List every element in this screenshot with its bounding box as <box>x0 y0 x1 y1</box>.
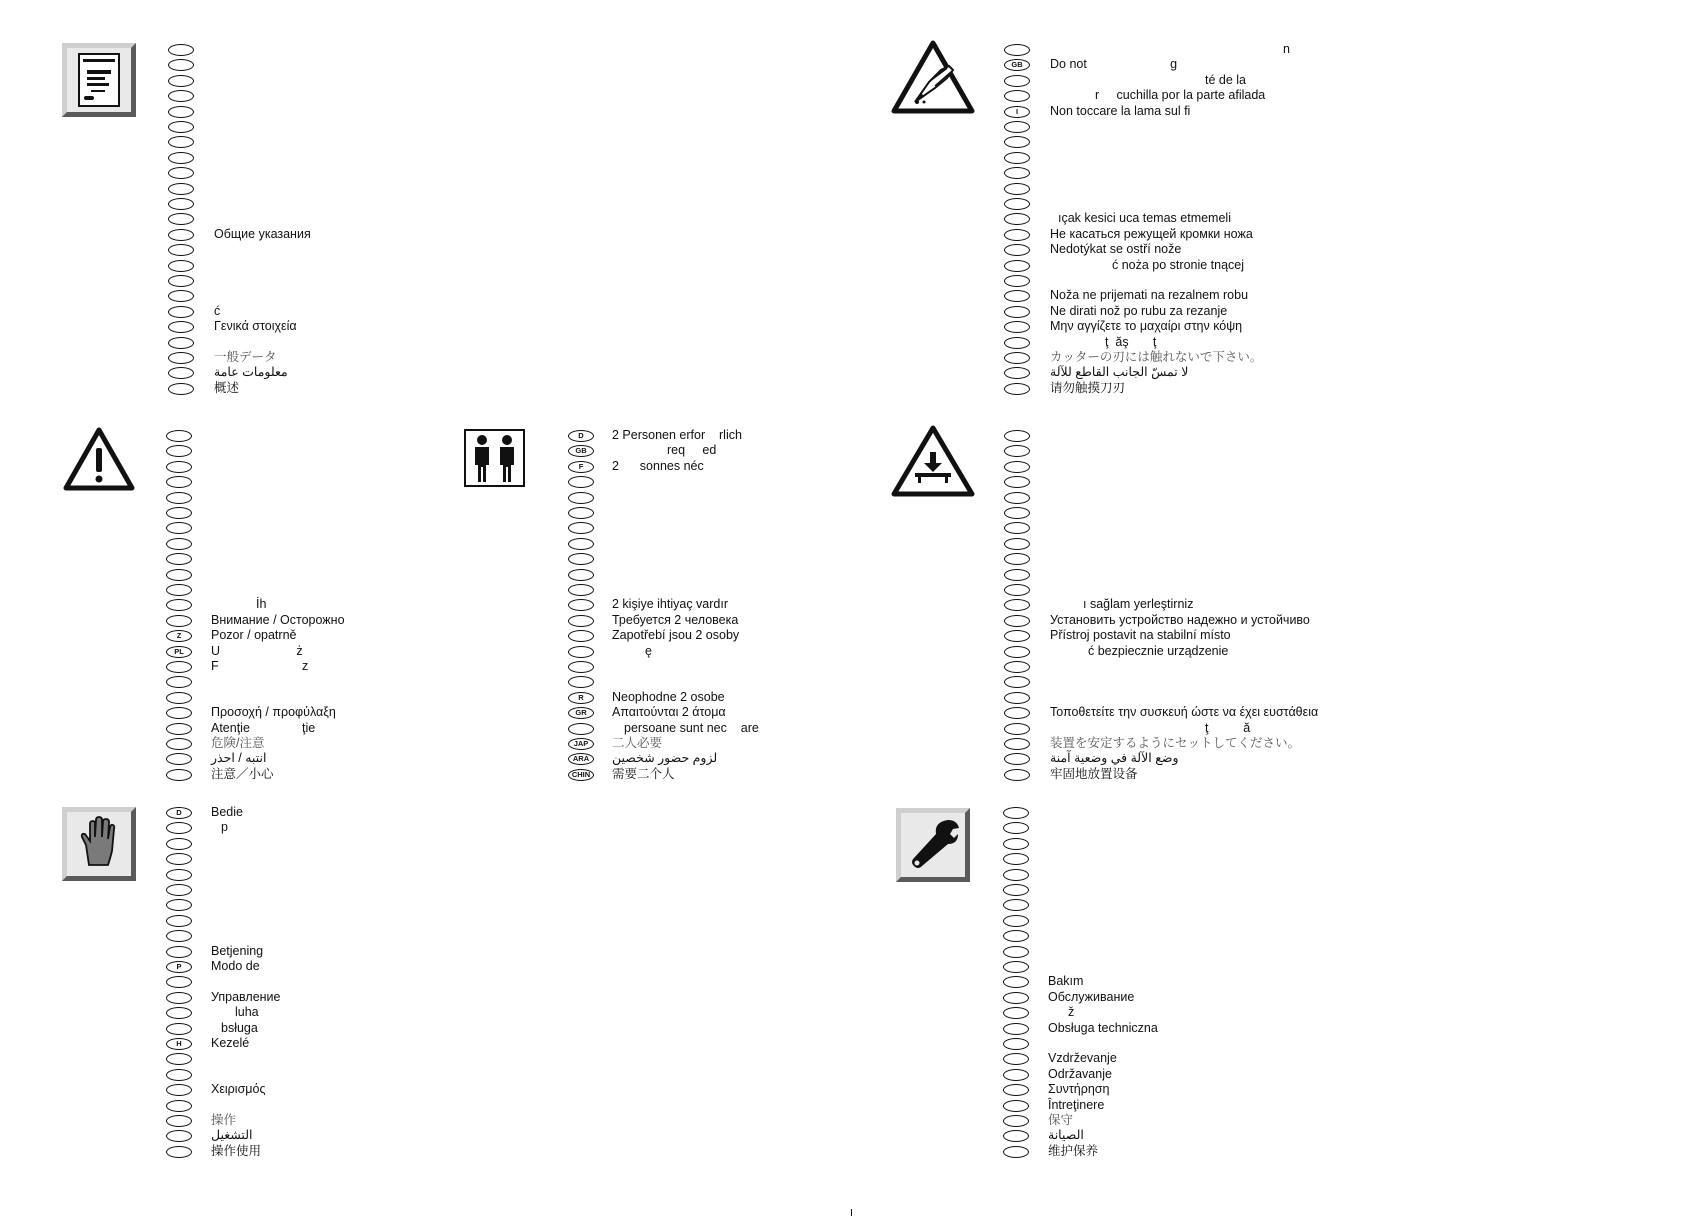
translation-line: Zapotřebí jsou 2 osoby <box>612 628 740 643</box>
language-bullet <box>568 538 594 550</box>
language-bullet <box>568 615 594 627</box>
translation-line: 操作使用 <box>211 1143 262 1158</box>
language-bullet <box>568 599 594 611</box>
language-bullet <box>166 584 192 596</box>
language-bullet <box>1003 992 1029 1004</box>
translation-line: Obsługa techniczna <box>1048 1020 1158 1035</box>
language-bullet <box>1004 90 1030 102</box>
language-bullet <box>1004 306 1030 318</box>
translation-line: Требуется 2 человека <box>612 612 739 627</box>
language-bullet <box>1004 538 1030 550</box>
language-bullet <box>1004 630 1030 642</box>
translation-line: Održavanje <box>1048 1066 1112 1081</box>
language-bullet <box>568 630 594 642</box>
language-bullet <box>1004 383 1030 395</box>
language-bullet <box>1004 198 1030 210</box>
wrench-icon <box>896 808 970 882</box>
language-bullet <box>166 1100 192 1112</box>
translation-line: Non toccare la lama sul fi <box>1050 103 1191 118</box>
language-code-badge: GR <box>568 707 594 719</box>
language-bullet <box>168 167 194 179</box>
language-bullet <box>166 707 192 719</box>
translation-line: 一般データ <box>214 350 277 364</box>
translation-line: Bedie <box>211 805 243 819</box>
translation-line: Neophodne 2 osobe <box>612 689 725 704</box>
language-bullet <box>1003 1007 1029 1019</box>
language-bullet <box>168 260 194 272</box>
language-bullet <box>166 676 192 688</box>
translation-line: 概述 <box>214 380 240 395</box>
translation-line: té de la <box>1205 72 1247 87</box>
translation-line: 请勿触摸刀刃 <box>1050 380 1126 395</box>
translation-line: ž <box>1068 1005 1075 1020</box>
language-bullet <box>1004 167 1030 179</box>
language-code-badge: F <box>568 461 594 473</box>
language-bullet <box>166 976 192 988</box>
language-bullet <box>568 492 594 504</box>
language-bullet <box>166 553 192 565</box>
language-bullet <box>1004 692 1030 704</box>
language-bullet <box>166 884 192 896</box>
language-bullet <box>1004 352 1030 364</box>
language-bullet <box>166 723 192 735</box>
translation-line: Общие указания <box>214 226 311 241</box>
language-bullet <box>1004 461 1030 473</box>
language-bullet <box>1004 152 1030 164</box>
language-bullet <box>166 445 192 457</box>
language-code-badge: JAP <box>568 738 594 750</box>
translation-line: n <box>1283 42 1290 56</box>
language-bullet <box>568 553 594 565</box>
language-bullet <box>1004 367 1030 379</box>
language-bullet <box>168 275 194 287</box>
translation-line: Управление <box>211 989 281 1004</box>
language-code-badge: Z <box>166 630 192 642</box>
translation-line: Обслуживание <box>1048 989 1135 1004</box>
translation-line: Nedotýkat se ostří nože <box>1050 242 1182 257</box>
language-bullet <box>1004 290 1030 302</box>
language-bullet <box>166 599 192 611</box>
translation-line: Vzdrževanje <box>1048 1051 1117 1066</box>
translation-line: p <box>221 820 228 835</box>
language-bullet <box>166 538 192 550</box>
cutting-blade-warning-icon <box>891 40 975 114</box>
translation-line: ć noża po stronie tnącej <box>1112 257 1245 272</box>
language-bullet <box>1004 723 1030 735</box>
translation-line: Pozor / opatrně <box>211 628 297 643</box>
language-bullet <box>168 290 194 302</box>
language-bullet <box>166 1053 192 1065</box>
translation-line: 保守 <box>1048 1113 1074 1127</box>
language-bullet <box>168 213 194 225</box>
language-bullet <box>1004 522 1030 534</box>
translation-line: Γενικά στοιχεία <box>214 319 297 334</box>
language-bullet <box>166 915 192 927</box>
language-bullet <box>166 838 192 850</box>
language-bullet <box>166 1115 192 1127</box>
language-bullet <box>1004 599 1030 611</box>
language-bullet <box>1003 884 1029 896</box>
translation-line: Přístroj postavit na stabilní místo <box>1050 628 1231 643</box>
language-bullet <box>1003 1069 1029 1081</box>
language-bullet <box>166 1023 192 1035</box>
language-bullet <box>1003 1038 1029 1050</box>
language-bullet <box>1004 183 1030 195</box>
translation-line: bsługa <box>221 1020 258 1035</box>
language-bullet <box>168 152 194 164</box>
language-bullet <box>168 229 194 241</box>
language-bullet <box>166 492 192 504</box>
translation-line: luha <box>235 1005 259 1020</box>
translation-line: ţ ăş ţ <box>1105 334 1157 349</box>
crop-mark <box>851 1209 852 1216</box>
translation-line: التشغيل <box>211 1128 253 1143</box>
language-bullet <box>166 569 192 581</box>
language-bullet <box>166 661 192 673</box>
translation-line: Не касаться режущей кромки ножа <box>1050 226 1253 241</box>
language-bullet <box>166 1146 192 1158</box>
language-bullet <box>1003 976 1029 988</box>
translation-line: Betjening <box>211 943 264 958</box>
translation-line: ć bezpiecznie urządzenie <box>1088 643 1229 658</box>
language-bullet <box>1004 275 1030 287</box>
language-bullet <box>1004 615 1030 627</box>
translation-line: persoane sunt nec are <box>624 720 759 735</box>
language-bullet <box>1003 1115 1029 1127</box>
language-code-badge: CHIN <box>568 769 594 781</box>
language-bullet <box>168 183 194 195</box>
language-bullet <box>166 615 192 627</box>
translation-line: 操作 <box>211 1113 237 1127</box>
language-bullet <box>168 383 194 395</box>
stable-surface-icon <box>891 425 975 497</box>
translation-line: Kezelé <box>211 1036 250 1050</box>
language-bullet <box>568 522 594 534</box>
translation-line: ı sağlam yerleştirniz <box>1083 597 1194 612</box>
language-bullet <box>1004 445 1030 457</box>
language-bullet <box>168 352 194 364</box>
translation-line: req ed <box>667 443 717 458</box>
language-code-badge: D <box>166 807 192 819</box>
translation-line: انتبه / احذر <box>211 751 267 766</box>
language-bullet <box>166 738 192 750</box>
language-bullet <box>1003 915 1029 927</box>
language-bullet <box>1004 121 1030 133</box>
translation-line: Atenţie ţie <box>211 720 316 735</box>
translation-line: 牢固地放置设备 <box>1050 766 1138 781</box>
language-bullet <box>1003 853 1029 865</box>
language-bullet <box>166 853 192 865</box>
language-bullet <box>168 337 194 349</box>
language-bullet <box>168 306 194 318</box>
language-bullet <box>168 198 194 210</box>
language-bullet <box>1004 738 1030 750</box>
language-bullet <box>1004 492 1030 504</box>
language-bullet <box>166 1084 192 1096</box>
translation-line: r cuchilla por la parte afilada <box>1095 88 1266 103</box>
language-bullet <box>1004 75 1030 87</box>
language-bullet <box>568 646 594 658</box>
language-bullet <box>166 430 192 442</box>
language-bullet <box>568 476 594 488</box>
translation-line: معلومات عامة <box>214 365 288 380</box>
language-bullet <box>1004 584 1030 596</box>
language-bullet <box>568 723 594 735</box>
language-bullet <box>166 692 192 704</box>
language-code-badge: R <box>568 692 594 704</box>
translation-line: 装置を安定するようにセットしてください。 <box>1050 736 1301 750</box>
translation-line: Προσοχή / προφύλαξη <box>211 705 336 720</box>
translation-line: 二人必要 <box>612 736 663 750</box>
language-bullet <box>1003 807 1029 819</box>
language-bullet <box>1004 646 1030 658</box>
language-bullet <box>1003 961 1029 973</box>
language-bullet <box>166 461 192 473</box>
translation-line: Μην αγγίζετε το μαχαίρι στην κόψη <box>1050 319 1243 334</box>
language-bullet <box>1003 1023 1029 1035</box>
translation-line: İh <box>256 597 267 612</box>
language-bullet <box>166 476 192 488</box>
translation-line: 2 sonnes néc <box>612 458 704 473</box>
translation-line: 需要二个人 <box>612 766 675 781</box>
translation-line: ę <box>645 643 652 658</box>
language-code-badge: ARA <box>568 753 594 765</box>
language-bullet <box>1003 838 1029 850</box>
language-bullet <box>1003 1146 1029 1158</box>
language-code-badge: GB <box>1004 59 1030 71</box>
translation-line: Συντήρηση <box>1048 1082 1110 1097</box>
language-bullet <box>166 946 192 958</box>
language-bullet <box>1004 769 1030 781</box>
language-code-badge: GB <box>568 445 594 457</box>
translation-line: 危険/注意 <box>211 736 265 750</box>
translation-line: Внимание / Осторожно <box>211 612 345 627</box>
language-bullet <box>166 869 192 881</box>
language-bullet <box>1004 753 1030 765</box>
language-bullet <box>1004 321 1030 333</box>
language-bullet <box>168 75 194 87</box>
language-bullet <box>1004 229 1030 241</box>
language-bullet <box>1004 661 1030 673</box>
translation-line: 维护保养 <box>1048 1143 1099 1158</box>
translation-line: Bakım <box>1048 974 1084 989</box>
language-bullet <box>168 121 194 133</box>
language-bullet <box>1004 476 1030 488</box>
language-code-badge: I <box>1004 106 1030 118</box>
language-bullet <box>1003 869 1029 881</box>
two-persons-icon <box>464 429 525 487</box>
translation-line: Noža ne prijemati na rezalnem robu <box>1050 288 1249 303</box>
language-bullet <box>1004 507 1030 519</box>
language-bullet <box>166 769 192 781</box>
translation-line: Do not g <box>1050 57 1178 72</box>
language-code-badge: D <box>568 430 594 442</box>
translation-line: ţ ă <box>1205 720 1251 735</box>
manual-book-icon <box>62 43 136 117</box>
language-bullet <box>1004 213 1030 225</box>
language-bullet <box>1003 1084 1029 1096</box>
translation-line: 注意／小心 <box>211 766 274 781</box>
language-bullet <box>1003 1100 1029 1112</box>
language-bullet <box>168 136 194 148</box>
translation-line: U ż <box>211 643 303 658</box>
language-code-badge: PL <box>166 646 192 658</box>
language-bullet <box>166 1007 192 1019</box>
language-bullet <box>1004 569 1030 581</box>
language-bullet <box>168 59 194 71</box>
language-bullet <box>1004 244 1030 256</box>
language-bullet <box>568 676 594 688</box>
language-bullet <box>166 822 192 834</box>
translation-line: Modo de <box>211 959 260 973</box>
language-bullet <box>1003 899 1029 911</box>
language-bullet <box>166 1069 192 1081</box>
glove-hand-icon <box>62 807 136 881</box>
language-bullet <box>166 522 192 534</box>
translation-line: Απαιτούνται 2 άτομα <box>612 705 726 720</box>
language-bullet <box>1003 946 1029 958</box>
translation-line: وضع الآلة في وضعية آمنة <box>1050 751 1179 766</box>
translation-line: 2 kişiye ihtiyaç vardır <box>612 597 729 612</box>
language-bullet <box>1003 822 1029 834</box>
language-bullet <box>568 584 594 596</box>
language-bullet <box>1004 553 1030 565</box>
language-bullet <box>166 507 192 519</box>
language-bullet <box>1003 1130 1029 1142</box>
language-bullet <box>1004 337 1030 349</box>
translation-line: لا تمسّ الجانب القاطع للآلة <box>1050 365 1189 380</box>
translation-line: 2 Personen erfor rlich <box>612 428 742 442</box>
language-bullet <box>1004 44 1030 56</box>
language-bullet <box>166 753 192 765</box>
translation-line: ć <box>214 303 221 318</box>
language-bullet <box>1004 136 1030 148</box>
language-bullet <box>166 1130 192 1142</box>
language-bullet <box>168 44 194 56</box>
translation-line: F z <box>211 659 309 673</box>
language-bullet <box>168 321 194 333</box>
translation-line: ıçak kesici uca temas etmemeli <box>1058 211 1231 226</box>
translation-line: カッターの刃には触れないで下さい。 <box>1050 350 1263 364</box>
language-bullet <box>568 661 594 673</box>
language-bullet <box>168 90 194 102</box>
language-bullet <box>1004 260 1030 272</box>
translation-line: Χειρισμός <box>211 1082 266 1097</box>
language-bullet <box>166 930 192 942</box>
language-bullet <box>168 367 194 379</box>
warning-triangle-icon <box>63 427 135 491</box>
language-bullet <box>168 244 194 256</box>
translation-line: لزوم حضور شخصين <box>612 751 718 766</box>
language-code-badge: H <box>166 1038 192 1050</box>
language-bullet <box>1004 430 1030 442</box>
language-bullet <box>1004 676 1030 688</box>
translation-line: Ne dirati nož po rubu za rezanje <box>1050 303 1228 318</box>
language-bullet <box>568 507 594 519</box>
language-bullet <box>1004 707 1030 719</box>
language-bullet <box>168 106 194 118</box>
language-code-badge: P <box>166 961 192 973</box>
language-bullet <box>1003 1053 1029 1065</box>
translation-line: Установить устройство надежно и устойчиво <box>1050 612 1310 627</box>
translation-line: الصيانة <box>1048 1128 1084 1143</box>
language-bullet <box>1003 930 1029 942</box>
translation-line: Τοποθετείτε την συσκευή ώστε να έχει ευστάθεια <box>1050 705 1319 720</box>
language-bullet <box>568 569 594 581</box>
translation-line: Întreţinere <box>1048 1097 1105 1112</box>
language-bullet <box>166 992 192 1004</box>
language-bullet <box>166 899 192 911</box>
